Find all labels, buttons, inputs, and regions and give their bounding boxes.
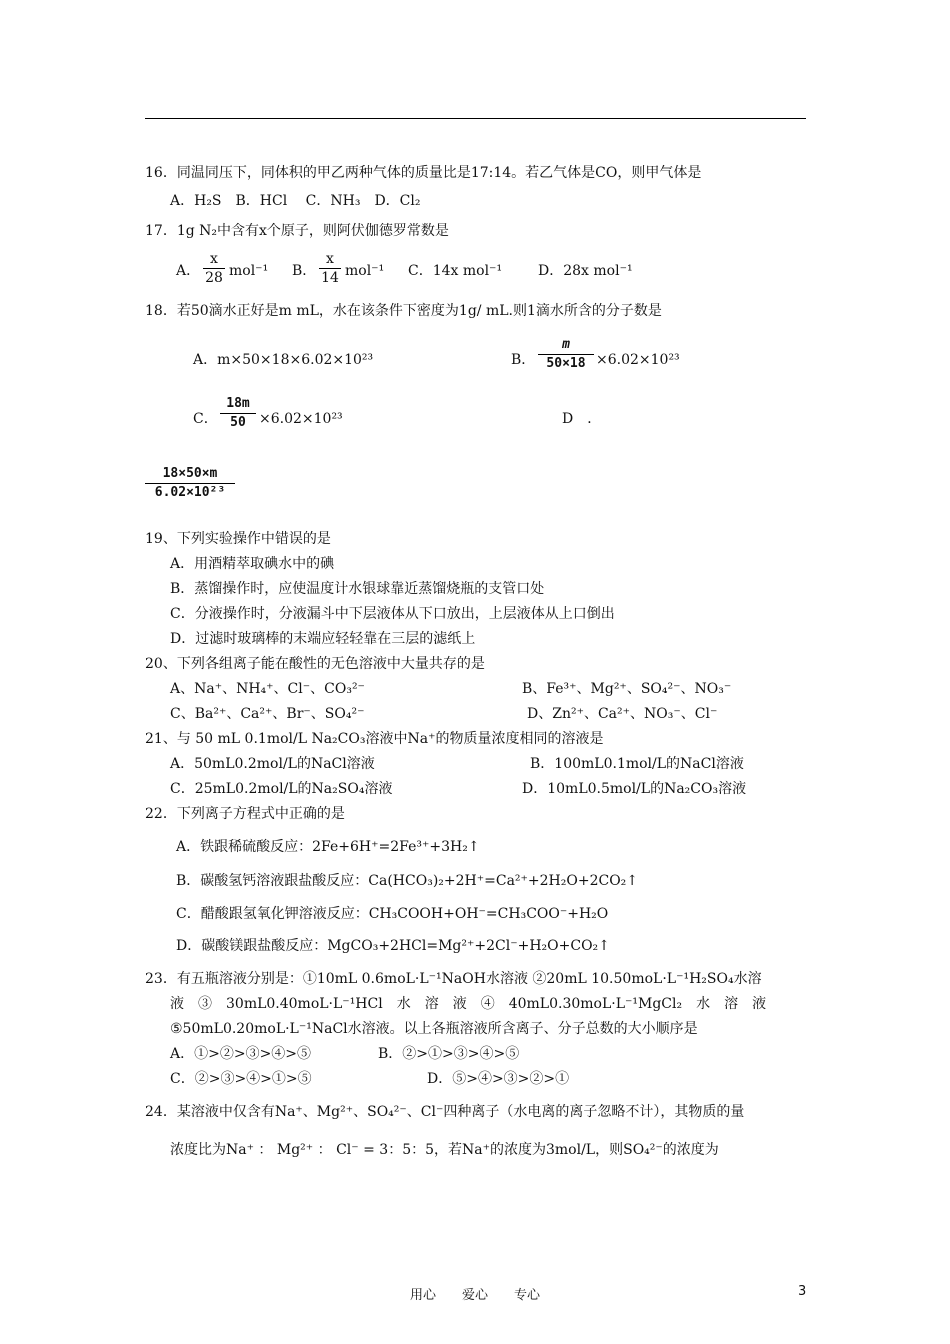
q17-d: D．28x mol⁻¹ — [538, 263, 633, 279]
q21-c: C．25mL0.2mol/L的Na₂SO₄溶液 — [170, 781, 393, 797]
q20-b: B、Fe³⁺、Mg²⁺、SO₄²⁻、NO₃⁻ — [522, 681, 732, 697]
q20-d: D、Zn²⁺、Ca²⁺、NO₃⁻、Cl⁻ — [527, 706, 718, 722]
q23-c: C．②>③>④>①>⑤ — [170, 1071, 312, 1087]
q19-stem: 19、下列实验操作中错误的是 — [145, 531, 331, 547]
q18-c-label: C． — [193, 411, 218, 427]
q16-stem: 16．同温同压下，同体积的甲乙两种气体的质量比是17:14。若乙气体是CO，则甲气体是 — [145, 165, 702, 181]
q23-line1: 23．有五瓶溶液分别是：①10mL 0.6moL·L⁻¹NaOH水溶液 ②20mL 10.50moL·L⁻¹H₂SO₄水溶 — [145, 971, 762, 987]
q19-d: D．过滤时玻璃棒的末端应轻轻靠在三层的滤纸上 — [170, 631, 476, 647]
q17-a-num: x — [210, 251, 218, 267]
q21-d: D．10mL0.5mol/L的Na₂CO₃溶液 — [522, 781, 747, 797]
q18-c-den: 50 — [230, 415, 246, 430]
q17-a-label: A． — [176, 263, 201, 279]
q18-c-rest: ×6.02×10²³ — [259, 411, 343, 427]
q18-b-rest: ×6.02×10²³ — [596, 352, 680, 368]
q18-c-fraction — [220, 396, 256, 431]
q17-b-fraction — [319, 251, 341, 286]
q21-b: B．100mL0.1mol/L的NaCl溶液 — [530, 756, 744, 772]
q17-stem: 17．1g N₂中含有x个原子，则阿伏伽德罗常数是 — [145, 223, 449, 239]
q18-b-den: 50×18 — [546, 356, 586, 371]
q18-b-label: B． — [511, 352, 536, 368]
q24-line2: 浓度比为Na⁺ ： Mg²⁺ ： Cl⁻ = 3：5：5，若Na⁺的浓度为3mol/L，则SO₄²⁻的浓度为 — [170, 1142, 719, 1158]
q19-c: C．分液操作时，分液漏斗中下层液体从下口放出，上层液体从上口倒出 — [170, 606, 615, 622]
q23-d: D．⑤>④>③>②>① — [427, 1071, 570, 1087]
q22-stem: 22．下列离子方程式中正确的是 — [145, 806, 345, 822]
page-number: 3 — [798, 1284, 807, 1299]
q17-a-unit: mol⁻¹ — [229, 263, 269, 279]
header-rule — [145, 118, 806, 119]
q18-a: A．m×50×18×6.02×10²³ — [193, 352, 374, 368]
q20-stem: 20、下列各组离子能在酸性的无色溶液中大量共存的是 — [145, 656, 485, 672]
q18-b-num: m — [562, 337, 570, 352]
page-footer: 用心 爱心 专心 — [409, 1288, 540, 1303]
q19-a: A．用酒精萃取碘水中的碘 — [170, 556, 335, 572]
q22-a: A．铁跟稀硫酸反应：2Fe+6H⁺=2Fe³⁺+3H₂↑ — [176, 839, 480, 855]
q16-options: A．H₂S B．HCl C．NH₃ D．Cl₂ — [170, 193, 421, 209]
q18-b-fraction — [538, 337, 594, 372]
q21-stem: 21、与 50 mL 0.1mol/L Na₂CO₃溶液中Na⁺的物质量浓度相同的溶液是 — [145, 731, 604, 747]
q17-b-label: B． — [292, 263, 317, 279]
q18-d-den: 6.02×10²³ — [154, 485, 226, 500]
q23-line2: 液 ③ 30mL0.40moL·L⁻¹HCl 水 溶 液 ④ 40mL0.30moL·L⁻¹MgCl₂ 水 溶 液 — [170, 996, 767, 1012]
q22-b: B．碳酸氢钙溶液跟盐酸反应：Ca(HCO₃)₂+2H⁺=Ca²⁺+2H₂O+2CO₂↑ — [176, 873, 639, 889]
q22-d: D．碳酸镁跟盐酸反应：MgCO₃+2HCl=Mg²⁺+2Cl⁻+H₂O+CO₂↑ — [176, 938, 610, 954]
q20-c: C、Ba²⁺、Ca²⁺、Br⁻、SO₄²⁻ — [170, 706, 365, 722]
q17-a-den: 28 — [205, 270, 223, 286]
q24-line1: 24．某溶液中仅含有Na⁺、Mg²⁺、SO₄²⁻、Cl⁻四种离子（水电离的离子忽略不计），其物质的量 — [145, 1104, 745, 1120]
q17-b-unit: mol⁻¹ — [345, 263, 385, 279]
q18-c-num: 18m — [226, 396, 250, 411]
q17-b-den: 14 — [321, 270, 339, 286]
q17-c: C．14x mol⁻¹ — [408, 263, 503, 279]
q17-a-fraction — [203, 251, 225, 286]
q18-d-num: 18×50×m — [162, 466, 218, 481]
q19-b: B．蒸馏操作时，应使温度计水银球靠近蒸馏烧瓶的支管口处 — [170, 581, 545, 597]
q23-a: A．①>②>③>④>⑤ — [170, 1046, 312, 1062]
q21-a: A．50mL0.2mol/L的NaCl溶液 — [170, 756, 375, 772]
q23-line3: ⑤50mL0.20moL·L⁻¹NaCl水溶液。以上各瓶溶液所含离子、分子总数的大小顺序是 — [170, 1021, 698, 1037]
q23-b: B．②>①>③>④>⑤ — [378, 1046, 520, 1062]
q22-c: C．醋酸跟氢氧化钾溶液反应：CH₃COOH+OH⁻=CH₃COO⁻+H₂O — [176, 906, 609, 922]
q20-a: A、Na⁺、NH₄⁺、Cl⁻、CO₃²⁻ — [170, 681, 365, 697]
q18-stem: 18．若50滴水正好是m mL，水在该条件下密度为1g/ mL.则1滴水所含的分子数是 — [145, 303, 662, 319]
q18-d: D ． — [562, 411, 602, 427]
q17-b-num: x — [326, 251, 334, 267]
q18-d-fraction — [145, 466, 235, 501]
